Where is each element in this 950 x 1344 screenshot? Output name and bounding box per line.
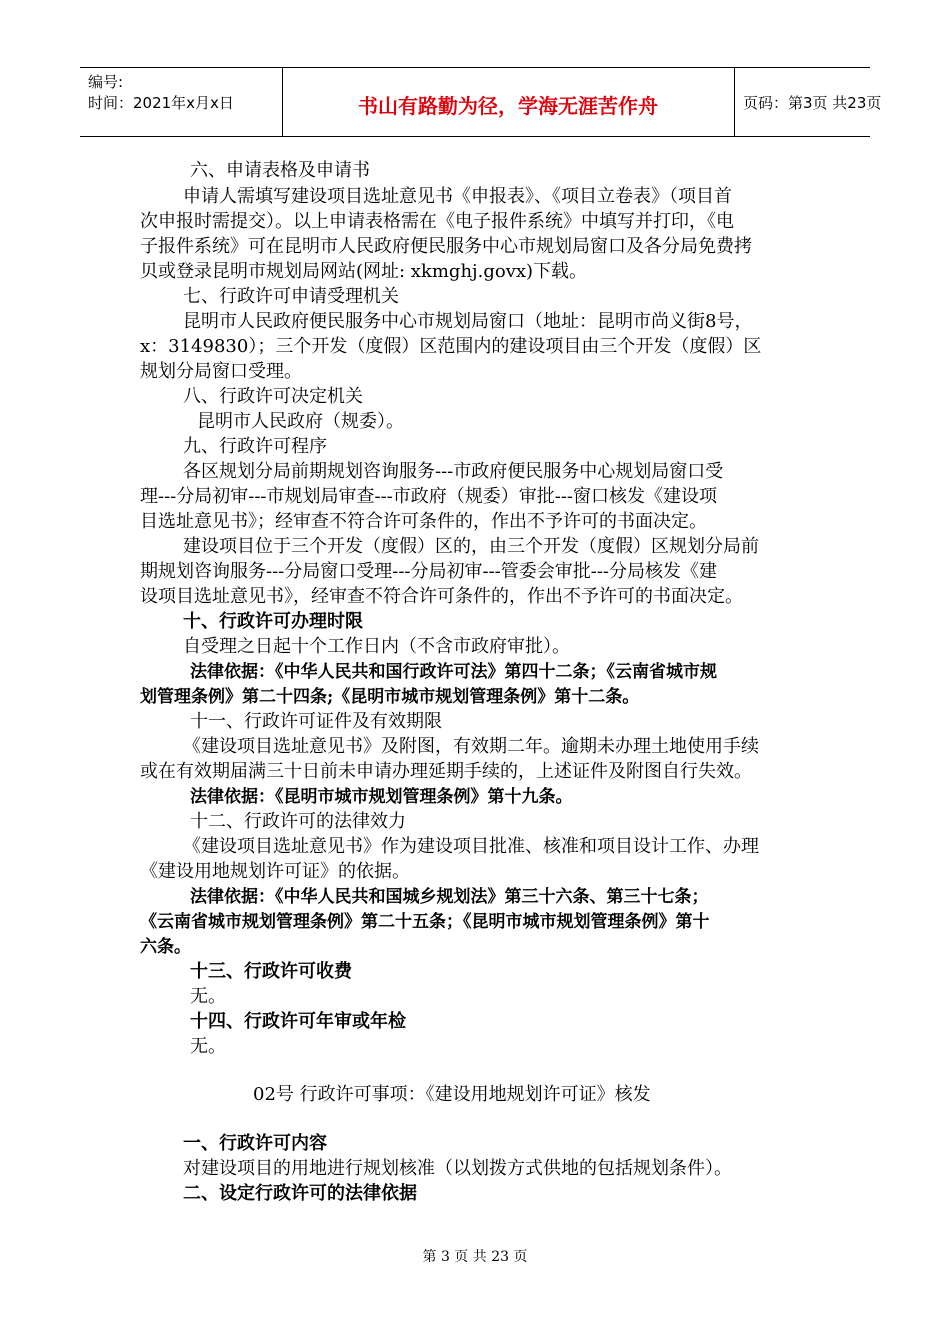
page-header — [80, 67, 882, 137]
legal-basis-line: 法律依据：《中华人民共和国行政许可法》第四十二条；《云南省城市规 — [190, 662, 717, 682]
paragraph-line: 贝或登录昆明市规划局网站(网址: xkmghj.govx)下载。 — [140, 261, 588, 282]
section-heading-7: 七、行政许可申请受理机关 — [183, 286, 399, 307]
paragraph-line: 《建设项目选址意见书》作为建设项目批准、核准和项目设计工作、办理 — [183, 836, 759, 857]
section-heading-14: 十四、行政许可年审或年检 — [190, 1011, 406, 1032]
paragraph-line: 对建设项目的用地进行规划核准（以划拨方式供地的包括规划条件）。 — [183, 1158, 732, 1179]
document-number-label: 编号: — [88, 73, 124, 91]
section-heading-13: 十三、行政许可收费 — [190, 961, 352, 982]
paragraph-line: 规划分局窗口受理。 — [140, 361, 302, 382]
header-page-info: 页码：第3页 共23页 — [743, 94, 882, 112]
paragraph-line: 《建设用地规划许可证》的依据。 — [140, 861, 410, 882]
paragraph-line: 建设项目位于三个开发（度假）区的，由三个开发（度假）区规划分局前 — [183, 536, 759, 557]
legal-basis-line: 法律依据：《中华人民共和国城乡规划法》第三十六条、第三十七条； — [190, 887, 709, 907]
section-heading-6: 六、申请表格及申请书 — [190, 160, 370, 181]
section-heading-12: 十二、行政许可的法律效力 — [190, 811, 406, 832]
item-title: 02号 行政许可事项：《建设用地规划许可证》核发 — [253, 1084, 651, 1105]
header-motto-cell — [282, 68, 735, 136]
section-heading-11: 十一、行政许可证件及有效期限 — [190, 711, 442, 732]
paragraph-line: 昆明市人民政府（规委）。 — [197, 411, 404, 432]
section-heading-2: 二、设定行政许可的法律依据 — [183, 1183, 417, 1204]
legal-basis-line: 《云南省城市规划管理条例》第二十五条；《昆明市城市规划管理条例》第十 — [140, 912, 710, 932]
legal-basis-line: 六条。 — [140, 937, 191, 957]
section-heading-1: 一、行政许可内容 — [183, 1133, 327, 1154]
header-motto: 书山有路勤为径，学海无涯苦作舟 — [358, 94, 658, 118]
paragraph-line: 子报件系统》可在昆明市人民政府便民服务中心市规划局窗口及各分局免费拷 — [140, 236, 752, 257]
paragraph-line: 申请人需填写建设项目选址意见书《申报表》、《项目立卷表》（项目首 — [183, 186, 732, 207]
paragraph-line: 无。 — [190, 986, 226, 1007]
paragraph-line: 期规划咨询服务---分局窗口受理---分局初审---管委会审批---分局核发《建 — [140, 561, 717, 582]
section-heading-8: 八、行政许可决定机关 — [183, 386, 363, 407]
paragraph-line: 昆明市人民政府便民服务中心市规划局窗口（地址：昆明市尚义街8号， — [183, 311, 753, 332]
header-page-cell — [735, 68, 882, 136]
paragraph-line: 各区规划分局前期规划咨询服务---市政府便民服务中心规划局窗口受 — [183, 461, 724, 482]
header-meta-cell — [80, 68, 283, 136]
legal-basis-line: 划管理条例》第二十四条;《昆明市城市规划管理条例》第十二条。 — [140, 687, 640, 707]
section-heading-10: 十、行政许可办理时限 — [183, 611, 363, 632]
paragraph-line: 理---分局初审---市规划局审查---市政府（规委）审批---窗口核发《建设项 — [140, 486, 717, 507]
section-heading-9: 九、行政许可程序 — [183, 436, 327, 457]
paragraph-line: 无。 — [190, 1036, 226, 1057]
paragraph-line: 目选址意见书》；经审查不符合许可条件的，作出不予许可的书面决定。 — [140, 511, 707, 532]
paragraph-line: 次申报时需提交）。以上申请表格需在《电子报件系统》中填写并打印，《电 — [140, 211, 734, 232]
legal-basis-line: 法律依据：《昆明市城市规划管理条例》第十九条。 — [190, 787, 573, 807]
paragraph-line: 设项目选址意见书》，经审查不符合许可条件的，作出不予许可的书面决定。 — [140, 586, 743, 607]
paragraph-line: x：3149830）；三个开发（度假）区范围内的建设项目由三个开发（度假）区 — [140, 336, 762, 357]
page-footer: 第 3 页 共 23 页 — [422, 1249, 528, 1265]
paragraph-line: 《建设项目选址意见书》及附图，有效期二年。逾期未办理土地使用手续 — [183, 736, 759, 757]
paragraph-line: 自受理之日起十个工作日内（不含市政府审批）。 — [183, 636, 570, 657]
paragraph-line: 或在有效期届满三十日前未申请办理延期手续的，上述证件及附图自行失效。 — [140, 761, 752, 782]
document-time-label: 时间：2021年x月x日 — [88, 94, 234, 112]
